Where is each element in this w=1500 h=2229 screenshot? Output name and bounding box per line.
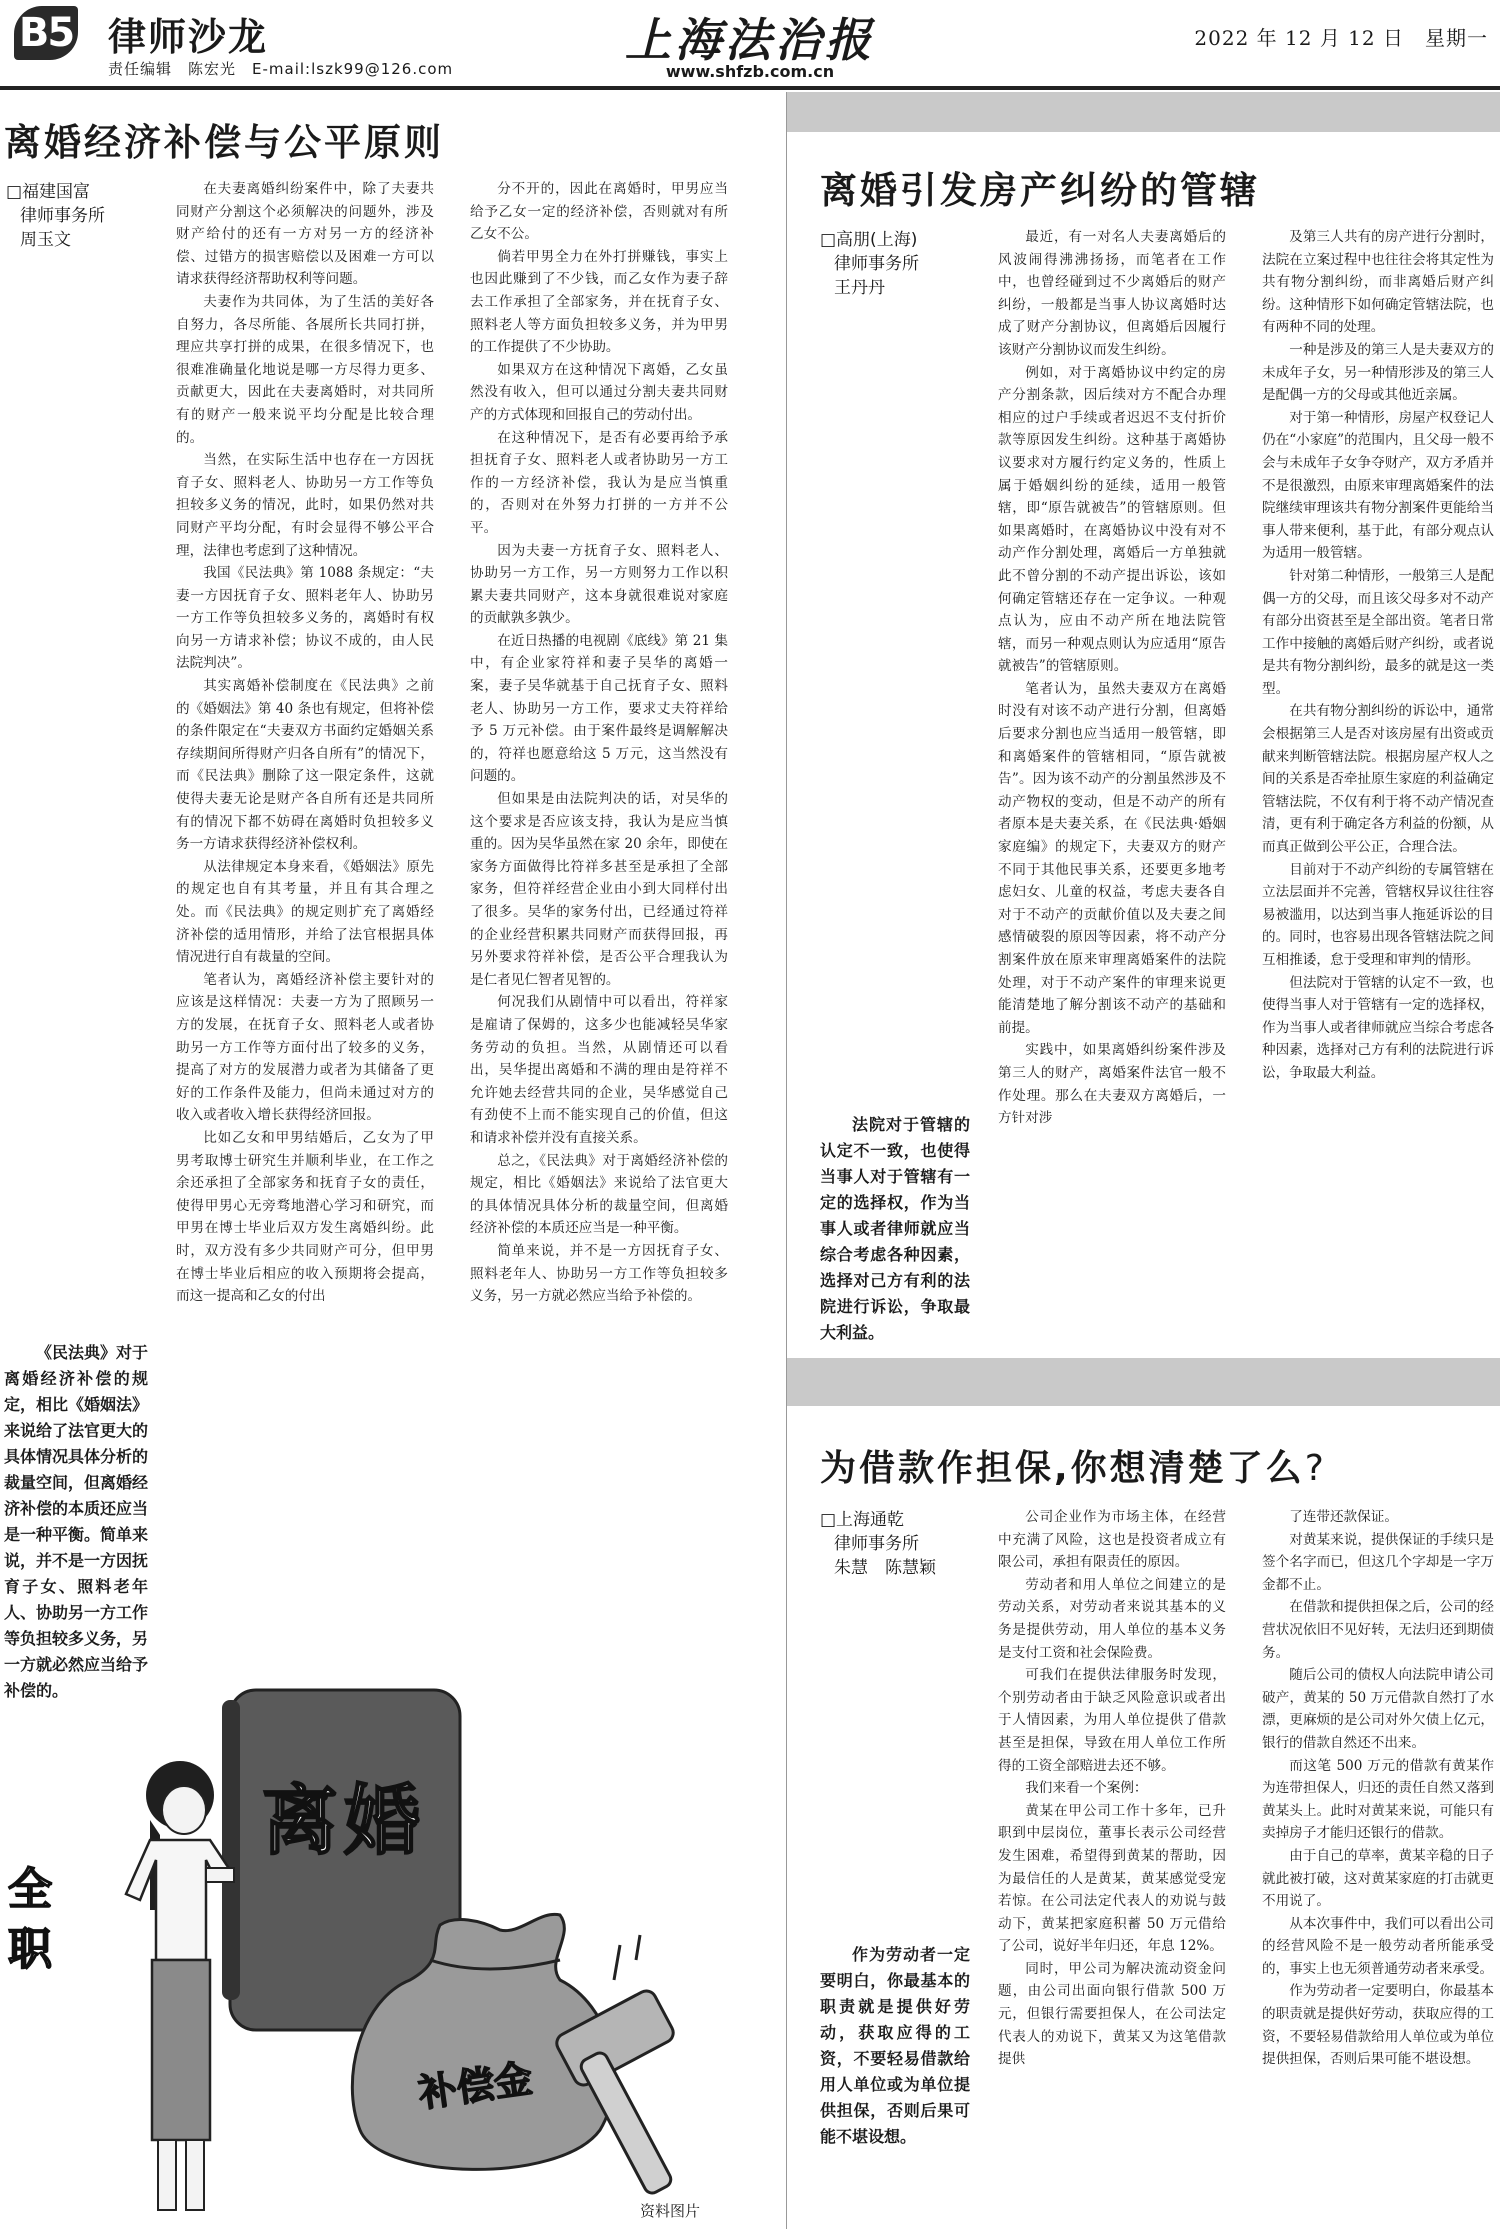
header-rule — [0, 86, 1500, 90]
paragraph: 笔者认为，离婚经济补偿主要针对的应该是这样情况：夫妻一方为了照顾另一方的发展，在抚育子女、照料老人或者协助另一方工作等方面付出了较多的义务，提高了对方的发展潜力或者为其储备了更好的工作条件及能力，但尚未通过对方的收入或者收入增长获得经济回报。 — [176, 971, 434, 1124]
paragraph: 同时，甲公司为解决流动资金问题，由公司出面向银行借款 500 万元，但银行需要担保人，在公司法定代表人的劝说下，黄某又为这笔借款提供 — [998, 1960, 1226, 2068]
side-text: 全职 — [8, 1864, 52, 1975]
paragraph: 而这笔 500 万元的借款有黄某作为连带担保人，归还的责任自然又落到黄某头上。此时对黄某来说，可能只有卖掉房子才能归还银行的借款。 — [1262, 1757, 1494, 1842]
paragraph: 一种是涉及的第三人是夫妻双方的未成年子女，另一种情形涉及的第三人是配偶一方的父母或其他近亲属。 — [1262, 341, 1494, 404]
paragraph: 例如，对于离婚协议中约定的房产分割条款，因后续对方不配合办理相应的过户手续或者迟迟不支付折价款等原因发生纠纷。这种基于离婚协议要求对方履行约定义务的，性质上属于婚姻纠纷的延续，适用一般管辖，即“原告就被告”的管辖原则。但如果离婚时，在离婚协议中没有对不动产作分割处理，离婚后一方单独就此不曾分割的不动产提出诉讼，该如何确定管辖还存在一定争议。一种观点认为，应由不动产所在地法院管辖，而另一种观点则认为应适用“原告就被告”的管辖原则。 — [998, 364, 1226, 675]
paragraph: 因为夫妻一方抚育子女、照料老人、协助另一方工作，另一方则努力工作以积累夫妻共同财产，这本身就很难说对家庭的贡献孰多孰少。 — [470, 542, 728, 627]
article3-author — [820, 1508, 980, 1580]
article2-column-1 — [998, 226, 1226, 1342]
sign-text: 离婚 — [262, 1776, 426, 1865]
article1-author — [6, 180, 126, 252]
author-line: 朱慧 陈慧颖 — [834, 1558, 936, 1578]
paragraph: 我们来看一个案例： — [1025, 1780, 1148, 1797]
motion-line — [636, 1935, 640, 1960]
paragraph: 由于自己的草率，黄某辛稳的日子就此被打破，这对黄某家庭的打击就更不用说了。 — [1262, 1847, 1494, 1910]
center-divider — [786, 92, 787, 2229]
woman-skirt — [152, 1960, 210, 2140]
pullquote-text: 作为劳动者一定要明白，你最基本的职责就是提供好劳动，获取应得的工资，不要轻易借款给用人单位或为单位提供担保，否则后果可能不堪设想。 — [820, 1945, 970, 2146]
paragraph: 及第三人共有的房产进行分割时，法院在立案过程中也往往会将其定性为共有物分割纠纷，而非离婚后财产纠纷。这种情形下如何确定管辖法院，也有两种不同的处理。 — [1262, 229, 1494, 336]
page-number-badge: B5 — [14, 6, 78, 60]
woman-hand-on-sign — [206, 1868, 234, 1882]
paragraph: 其实离婚补偿制度在《民法典》之前的《婚姻法》第 40 条也有规定，但将补偿的条件限定在“夫妻双方书面约定婚姻关系存续期间所得财产归各自所有”的情况下，而《民法典》删除了这一限定条件，这就使得夫妻无论是财产各自所有还是共同所有的情况下都不妨碍在离婚时负担较多义务一方请求获得经济补偿权利。 — [176, 678, 434, 853]
paragraph: 笔者认为，虽然夫妻双方在离婚时没有对该不动产进行分割，但离婚后要求分割也应当适用一般管辖，即和离婚案件的管辖相同，“原告就被告”。因为该不动产的分割虽然涉及不动产物权的变动，但是不动产的所有者原本是夫妻关系，在《民法典·婚姻家庭编》的规定下，夫妻双方的财产不同于其他民事关系，还要更多地考虑妇女、儿童的权益，考虑夫妻各自对于不动产的贡献价值以及夫妻之间感情破裂的原因等因素，将不动产分割案件放在原来审理离婚案件的法院处理，对于不动产案件的审理来说更能清楚地了解分割该不动产的基础和前提。 — [998, 680, 1226, 1036]
paragraph: 对黄某来说，提供保证的手续只是签个名字而已，但这几个字却是一字万金都不止。 — [1262, 1531, 1494, 1593]
website-url: www.shfzb.com.cn — [665, 62, 835, 81]
newspaper-masthead: 上海法治报 — [625, 13, 875, 67]
paragraph: 我国《民法典》第 1088 条规定：“夫妻一方因抚育子女、照料老年人、协助另一方工作等负担较多义务的，离婚时有权向另一方请求补偿；协议不成的，由人民法院判决”。 — [176, 565, 434, 672]
cartoon-drawing — [0, 1660, 786, 2229]
issue-date: 2022 年 12 月 12 日 星期一 — [1194, 26, 1488, 50]
article3-title — [820, 1440, 1327, 1491]
article1-column-1 — [176, 178, 434, 1646]
paragraph: 最近，有一对名人夫妻离婚后的风波闹得沸沸扬扬，而笔者在工作中，也曾经碰到过不少离婚后的财产纠纷，一般都是当事人协议离婚时达成了财产分割协议，但离婚后因履行该财产分割协议而发生纠纷。 — [998, 229, 1226, 358]
paragraph: 在共有物分割纠纷的诉讼中，通常会根据第三人是否对该房屋有出资或贡献来判断管辖法院。根据房屋产权人之间的关系是否牵扯原生家庭的利益确定管辖法院，不仅有利于将不动产情况查清，更有利于确定各方利益的份额，从而真正做到公平公正，合理合法。 — [1262, 703, 1494, 856]
paragraph: 在借款和提供担保之后，公司的经营状况依旧不见好转，无法归还到期债务。 — [1262, 1599, 1494, 1661]
article1-column-2 — [470, 178, 728, 1646]
paragraph: 何况我们从剧情中可以看出，符祥家是雇请了保姆的，这多少也能减轻吴华家务劳动的负担。当然，从剧情还可以看出，吴华提出离婚和不满的理由是符祥不允许她去经营共同的企业，吴华感觉自己有劲使不上而不能实现自己的价值，但这和请求补偿并没有直接关系。 — [470, 994, 728, 1146]
pullquote-text: 《民法典》对于离婚经济补偿的规定，相比《婚姻法》来说给了法官更大的具体情况具体分析的裁量空间，但离婚经济补偿的本质还应当是一种平衡。简单来说，并不是一方因抚育子女、照料老年人、协助另一方工作等负担较多义务，另一方就必然应当给予补偿的。 — [4, 1343, 149, 1700]
paragraph: 作为劳动者一定要明白，你最基本的职责就是提供好劳动，获取应得的工资，不要轻易借款给用人单位或为单位提供担保，否则后果可能不堪设想。 — [1262, 1983, 1494, 2068]
paragraph: 黄某在甲公司工作十多年，已升职到中层岗位，董事长表示公司经营发生困难，希望得到黄某的帮助，因为最信任的人是黄某，黄某感觉受宠若惊。在公司法定代表人的劝说与鼓动下，黄某把家庭积蓄 50 万元借给了公司，说好半年归还，年息 12%。 — [998, 1802, 1226, 1955]
article3-pullquote — [820, 1942, 970, 2150]
paragraph: 总之，《民法典》对于离婚经济补偿的规定，相比《婚姻法》来说给了法官更大的具体情况具体分析的裁量空间，但离婚经济补偿的本质还应当是一种平衡。 — [470, 1152, 728, 1237]
middle-gray-band — [787, 1358, 1500, 1406]
paragraph: 从本次事件中，我们可以看出公司的经营风险不是一般劳动者所能承受的，事实上也无须普通劳动者来承受。 — [1262, 1915, 1494, 1977]
paragraph: 针对第二种情形，一般第三人是配偶一方的父母，而且该父母多对不动产有部分出资甚至是全部出资。笔者日常工作中接触的离婚后财产纠纷，或者说是共有物分割纠纷，最多的就是这一类型。 — [1262, 567, 1494, 697]
article1-title: 离婚经济补偿与公平原则 — [4, 121, 444, 164]
bag-text: 补偿金 — [415, 2056, 536, 2116]
author-line: □高朋(上海) — [820, 230, 918, 250]
editor-line: 责任编辑 陈宏光 E-mail:lszk99@126.com — [108, 60, 454, 78]
paragraph: 简单来说，并不是一方因抚育子女、照料老年人、协助另一方工作等负担较多义务，另一方就必然应当给予补偿的。 — [470, 1242, 728, 1305]
article3-title-mark: ? — [1304, 1448, 1327, 1489]
woman-leg — [186, 2140, 204, 2210]
paragraph: 在近日热播的电视剧《底线》第 21 集中，有企业家符祥和妻子吴华的离婚一案，妻子吴华就基于自己抚育子女、照料老人、协助另一方工作，要求丈夫符祥给予 5 万元补偿。由于案件最终是调解解决的，符祥也愿意给这 5 万元，这当然没有问题的。 — [470, 632, 728, 785]
paragraph: 从法律规定本身来看，《婚姻法》原先的规定也自有其考量，并且有其合理之处。而《民法典》的规定则扩充了离婚经济补偿的适用情形，并给了法官根据具体情况进行自有裁量的空间。 — [176, 858, 434, 966]
author-line: 律师事务所 — [834, 1534, 919, 1554]
paragraph: 目前对于不动产纠纷的专属管辖在立法层面并不完善，管辖权异议往往容易被滥用，以达到当事人拖延诉讼的目的。同时，也容易出现各管辖法院之间互相推诿，怠于受理和审判的情形。 — [1262, 861, 1494, 968]
author-line: □上海通乾 — [820, 1510, 905, 1530]
article2-pullquote — [820, 1112, 970, 1346]
motion-line — [614, 1945, 620, 1980]
article1-pullquote — [4, 1340, 148, 1704]
top-gray-band — [787, 92, 1500, 132]
paragraph: 公司企业作为市场主体，在经营中充满了风险，这也是投资者成立有限公司，承担有限责任的原因。 — [998, 1509, 1226, 1571]
paragraph: 实践中，如果离婚纠纷案件涉及第三人的财产，离婚案件法官一般不作处理。那么在夫妻双方离婚后，一方针对涉 — [998, 1042, 1226, 1127]
page-header — [0, 0, 1500, 92]
pullquote-text: 法院对于管辖的认定不一致，也使得当事人对于管辖有一定的选择权，作为当事人或者律师就应当综合考虑各种因素，选择对己方有利的法院进行诉讼，争取最大利益。 — [820, 1115, 970, 1342]
woman-leg — [158, 2140, 176, 2210]
article2-column-2 — [1262, 226, 1494, 1342]
author-line: □福建国富 — [6, 182, 91, 202]
author-line: 律师事务所 — [834, 254, 919, 274]
author-line: 周玉文 — [20, 230, 71, 250]
paragraph: 但法院对于管辖的认定不一致，也使得当事人对于管辖有一定的选择权，作为当事人或者律师就应当综合考虑各种因素，选择对己方有利的法院进行诉讼，争取最大利益。 — [1262, 974, 1494, 1081]
paragraph: 在夫妻离婚纠纷案件中，除了夫妻共同财产分割这个必须解决的问题外，涉及财产给付的还有一方对另一方的经济补偿、过错方的损害赔偿以及困难一方可以请求获得经济帮助权利等问题。 — [176, 181, 434, 288]
article3-column-2 — [1262, 1506, 1494, 2225]
paragraph: 劳动者和用人单位之间建立的是劳动关系，对劳动者来说其基本的义务是提供劳动，用人单位的基本义务是支付工资和社会保险费。 — [998, 1576, 1226, 1661]
article3-title-text: 为借款作担保,你想清楚了么 — [820, 1448, 1305, 1489]
sign-board-edge — [222, 1700, 240, 2000]
paragraph: 夫妻作为共同体，为了生活的美好各自努力，各尽所能、各展所长共同打拼，理应共享打拼的成果，在很多情况下，也很难准确量化地说是哪一方尽得力更多、贡献更大，因此在夫妻离婚时，对共同所有的财产一般来说平均分配是比较合理的。 — [176, 293, 434, 446]
image-caption: 资料图片 — [640, 2202, 701, 2220]
paragraph: 在这种情况下，是否有必要再给予承担抚育子女、照料老人或者协助另一方工作的一方经济补偿，我认为是应当慎重的，否则对在外努力打拼的一方并不公平。 — [470, 429, 728, 536]
section-title: 律师沙龙 — [108, 15, 269, 59]
paragraph: 分不开的，因此在离婚时，甲男应当给予乙女一定的经济补偿，否则就对有所乙女不公。 — [470, 181, 728, 243]
paragraph: 比如乙女和甲男结婚后，乙女为了甲男考取博士研究生并顺利毕业，在工作之余还承担了全部家务和抚育子女的责任，使得甲男心无旁骛地潜心学习和研究，而甲男在博士毕业后双方发生离婚纠纷。此时，双方没有多少共同财产可分，但甲男在博士毕业后相应的收入预期将会提高，而这一提高和乙女的付出 — [176, 1129, 434, 1305]
paragraph: 对于第一种情形，房屋产权登记人仍在“小家庭”的范围内，且父母一般不会与未成年子女争夺财产，双方矛盾并不是很激烈，由原来审理离婚案件的法院继续审理该共有物分割案件更能给当事人带来便利，基于此，有部分观点认为适用一般管辖。 — [1262, 409, 1494, 562]
article2-title: 离婚引发房产纠纷的管辖 — [820, 169, 1260, 212]
woman-body — [126, 1840, 230, 1960]
paragraph: 可我们在提供法律服务时发现，个别劳动者由于缺乏风险意识或者出于人情因素，为用人单位提供了借款甚至是担保，导致在用人单位工作所得的工资全部赔进去还不够。 — [998, 1667, 1226, 1774]
paragraph: 如果双方在这种情况下离婚，乙女虽然没有收入，但可以通过分割夫妻共同财产的方式体现和回报自己的劳动付出。 — [470, 361, 728, 423]
paragraph: 但如果是由法院判决的话，对吴华的这个要求是否应该支持，我认为是应当慎重的。因为吴华虽然在家 20 余年，即使在家务方面做得比符祥多甚至是承担了全部家务，但符祥经营企业由小到大同样付出了很多。吴华的家务付出，已经通过符祥的企业经营积累共同财产而获得回报，再另外要求符祥补偿，是否公平合理我认为是仁者见仁智者见智的。 — [470, 791, 728, 988]
paragraph: 随后公司的债权人向法院申请公司破产，黄某的 50 万元借款自然打了水漂，更麻烦的是公司对外欠债上亿元，银行的借款自然还不出来。 — [1262, 1667, 1494, 1751]
woman-face — [162, 1786, 206, 1834]
author-line: 律师事务所 — [20, 206, 105, 226]
article1-illustration — [0, 1660, 786, 2229]
article3-column-1 — [998, 1506, 1226, 2225]
paragraph: 倘若甲男全力在外打拼赚钱，事实上也因此赚到了不少钱，而乙女作为妻子辞去工作承担了全部家务，并在抚育子女、照料老人等方面负担较多义务，并为甲男的工作提供了不少协助。 — [470, 248, 728, 356]
article2-author — [820, 228, 970, 300]
paragraph: 当然，在实际生活中也存在一方因抚育子女、照料老人、协助另一方工作等负担较多义务的情况，此时，如果仍然对共同财产平均分配，有时会显得不够公平合理，法律也考虑到了这种情况。 — [176, 452, 434, 559]
author-line: 王丹丹 — [834, 278, 885, 298]
paragraph: 了连带还款保证。 — [1289, 1509, 1398, 1525]
